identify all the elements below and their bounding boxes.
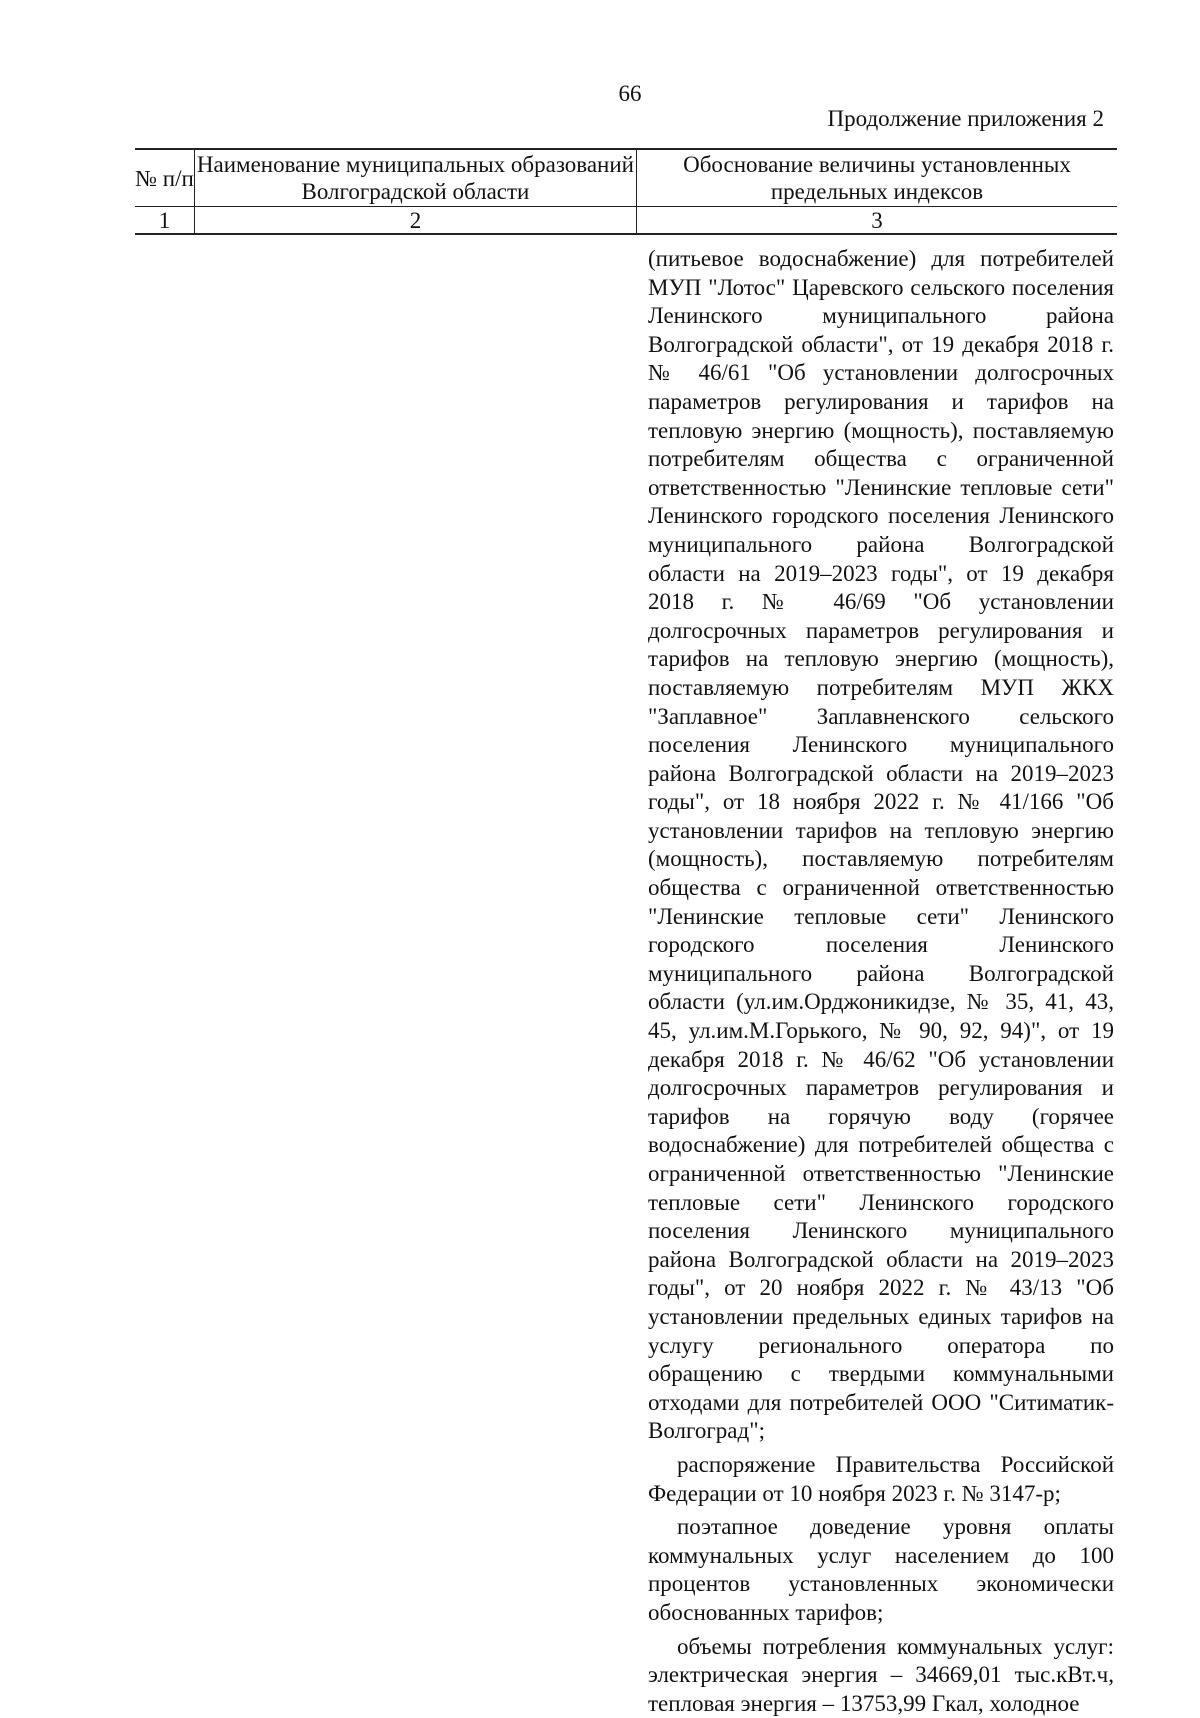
paragraph-4: объемы потребления коммунальных услуг: электрическая энергия – 34669,01 тыс.кВт.ч, тепловая энергия – 13753,99 Гкал, холодное	[648, 1633, 1114, 1718]
header-justification: Обоснование величины установленных предельных индексов	[637, 149, 1118, 207]
header-table	[135, 148, 1117, 235]
page-number: 66	[0, 80, 1200, 108]
justification-text	[648, 245, 1114, 1718]
column-number-2: 2	[194, 207, 636, 235]
header-municipality-name: Наименование муниципальных образований Волгоградской области	[194, 149, 636, 207]
column-numbers-row	[135, 207, 1117, 235]
header-number: № п/п	[135, 149, 194, 207]
table-header-row	[135, 149, 1117, 207]
paragraph-1: (питьевое водоснабжение) для потребителей МУП "Лотос" Царевского сельского поселения Ленинского муниципального района Волгоградской области", от 19 декабря 2018 г. № 46/61 "Об установлении долгосрочных параметров регулирования и тарифов на тепловую энергию (мощность), поставляемую потребителям общества с ограниченной ответственностью "Ленинские тепловые сети" Ленинского городского поселения Ленинского муниципального района Волгоградской области на 2019–2023 годы", от 19 декабря 2018 г. № 46/69 "Об установлении долгосрочных параметров регулирования и тарифов на тепловую энергию (мощность), поставляемую потребителям МУП ЖКХ "Заплавное" Заплавненского сельского поселения Ленинского муниципального района Волгоградской области на 2019–2023 годы", от 18 ноября 2022 г. № 41/166 "Об установлении тарифов на тепловую энергию (мощность), поставляемую потребителям общества с ограниченной ответственностью "Ленинские тепловые сети" Ленинского городского поселения Ленинского муниципального района Волгоградской области (ул.им.Орджоникидзе, № 35, 41, 43, 45, ул.им.М.Горького, № 90, 92, 94)", от 19 декабря 2018 г. № 46/62 "Об установлении долгосрочных параметров регулирования и тарифов на горячую воду (горячее водоснабжение) для потребителей общества с ограниченной ответственностью "Ленинские тепловые сети" Ленинского городского поселения Ленинского муниципального района Волгоградской области на 2019–2023 годы", от 20 ноября 2022 г. № 43/13 "Об установлении предельных единых тарифов на услугу регионального оператора по обращению с твердыми коммунальными отходами для потребителей ООО "Ситиматик-Волгоград";	[648, 245, 1114, 1446]
column-number-1: 1	[135, 207, 194, 235]
column-number-3: 3	[637, 207, 1118, 235]
paragraph-2: распоряжение Правительства Российской Федерации от 10 ноября 2023 г. № 3147-р;	[648, 1451, 1114, 1508]
continuation-label: Продолжение приложения 2	[828, 105, 1104, 133]
paragraph-3: поэтапное доведение уровня оплаты коммунальных услуг населением до 100 процентов установленных экономически обоснованных тарифов;	[648, 1513, 1114, 1627]
